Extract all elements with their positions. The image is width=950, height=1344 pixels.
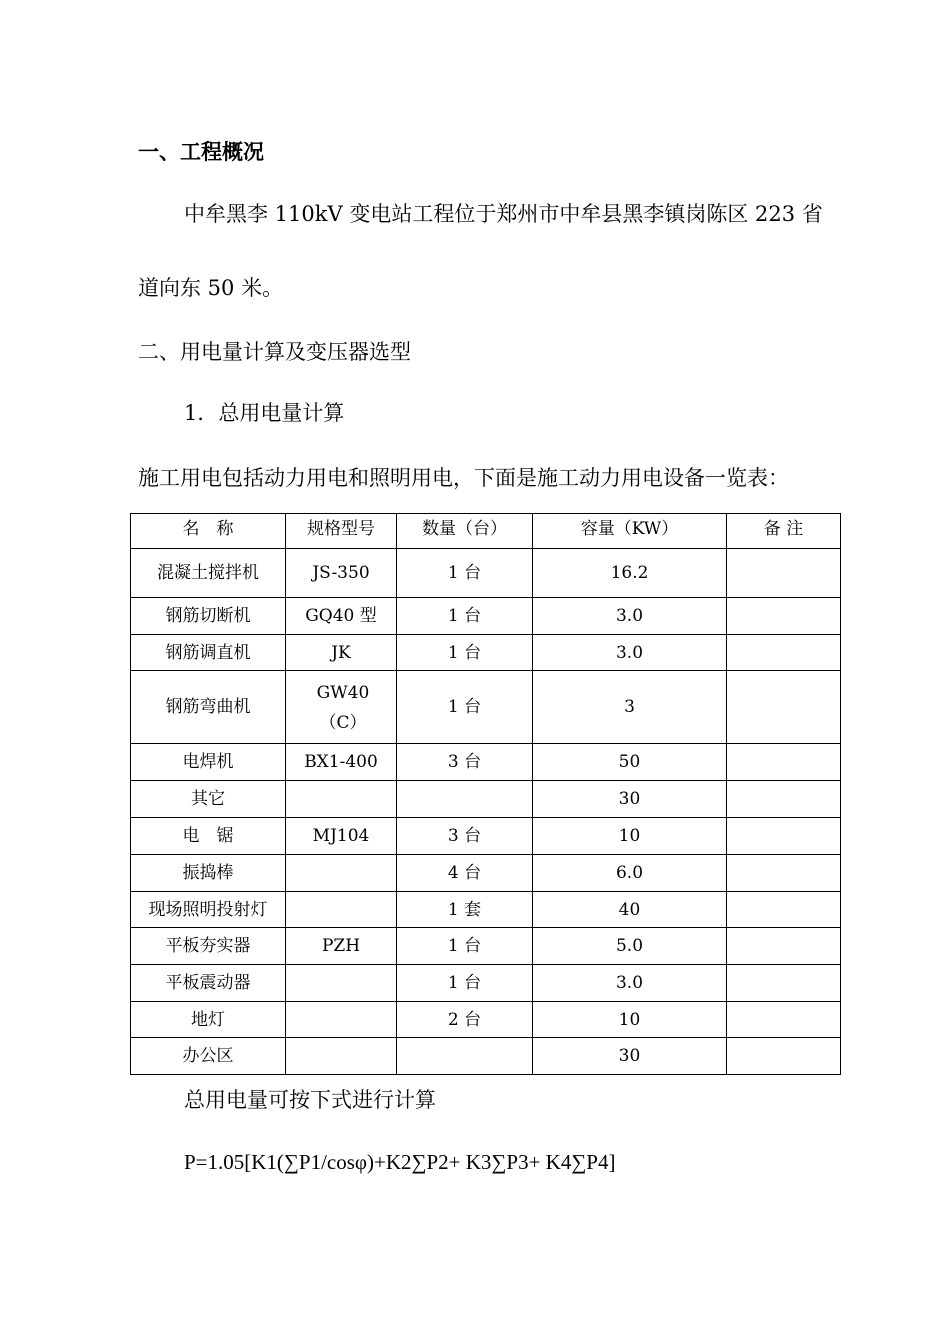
cell-name: 平板震动器 [131,965,286,1002]
table-row [131,598,841,635]
overview-paragraph-line-1: 中牟黑李 110kV 变电站工程位于郑州市中牟县黑李镇岗陈区 223 省 [184,202,823,226]
cell-model [286,892,397,928]
cell-capacity: 40 [533,892,727,928]
cell-quantity: 1 台 [397,598,533,635]
cell-capacity: 6.0 [533,855,727,892]
cell-quantity: 1 台 [397,549,533,598]
cell-quantity: 1 套 [397,892,533,928]
cell-name: 电焊机 [131,744,286,781]
cell-model: GW40（C） [286,671,397,744]
table-row [131,549,841,598]
cell-model [286,965,397,1002]
cell-quantity: 2 台 [397,1002,533,1038]
header-quantity: 数量（台） [397,514,533,549]
cell-name: 钢筋弯曲机 [131,671,286,744]
subsection-heading-total-power: 1．总用电量计算 [184,401,345,425]
cell-model: JK [286,635,397,671]
table-row [131,1002,841,1038]
cell-capacity: 30 [533,781,727,818]
header-name: 名 称 [131,514,286,549]
cell-name: 平板夯实器 [131,928,286,965]
section-heading-power-calc: 二、用电量计算及变压器选型 [138,340,411,364]
table-row [131,744,841,781]
cell-note [727,635,841,671]
cell-note [727,855,841,892]
table-header-row [131,514,841,549]
header-capacity: 容量（KW） [533,514,727,549]
section-heading-overview: 一、工程概况 [138,139,264,164]
cell-capacity: 3.0 [533,598,727,635]
cell-capacity: 5.0 [533,928,727,965]
header-model: 规格型号 [286,514,397,549]
table-row [131,928,841,965]
cell-capacity: 10 [533,1002,727,1038]
header-note: 备 注 [727,514,841,549]
cell-model [286,1002,397,1038]
cell-model: GQ40 型 [286,598,397,635]
cell-capacity: 16.2 [533,549,727,598]
equipment-intro-text: 施工用电包括动力用电和照明用电，下面是施工动力用电设备一览表： [138,466,789,490]
power-formula: P=1.05[K1(∑P1/cosφ)+K2∑P2+ K3∑P3+ K4∑P4] [184,1150,616,1174]
cell-note [727,1038,841,1075]
table-row [131,818,841,855]
table-row [131,892,841,928]
cell-quantity: 1 台 [397,671,533,744]
cell-model: MJ104 [286,818,397,855]
table-row [131,855,841,892]
cell-capacity: 3 [533,671,727,744]
calculation-intro-text: 总用电量可按下式进行计算 [184,1088,436,1112]
cell-name: 其它 [131,781,286,818]
cell-name: 混凝土搅拌机 [131,549,286,598]
cell-capacity: 10 [533,818,727,855]
table-row [131,635,841,671]
cell-capacity: 30 [533,1038,727,1075]
cell-note [727,818,841,855]
cell-quantity [397,781,533,818]
cell-model [286,781,397,818]
cell-note [727,892,841,928]
cell-quantity: 1 台 [397,928,533,965]
table-row [131,671,841,744]
cell-note [727,965,841,1002]
table-row [131,1038,841,1075]
cell-quantity: 3 台 [397,818,533,855]
cell-name: 电 锯 [131,818,286,855]
cell-model [286,855,397,892]
cell-name: 办公区 [131,1038,286,1075]
cell-note [727,781,841,818]
cell-model: BX1-400 [286,744,397,781]
cell-note [727,598,841,635]
cell-name: 地灯 [131,1002,286,1038]
cell-quantity [397,1038,533,1075]
equipment-table [130,513,841,1075]
table-row [131,965,841,1002]
cell-quantity: 4 台 [397,855,533,892]
cell-quantity: 1 台 [397,635,533,671]
cell-name: 钢筋切断机 [131,598,286,635]
cell-note [727,671,841,744]
cell-quantity: 3 台 [397,744,533,781]
cell-capacity: 50 [533,744,727,781]
cell-capacity: 3.0 [533,965,727,1002]
cell-name: 钢筋调直机 [131,635,286,671]
cell-note [727,928,841,965]
cell-model: JS-350 [286,549,397,598]
cell-quantity: 1 台 [397,965,533,1002]
cell-name: 振捣棒 [131,855,286,892]
cell-model [286,1038,397,1075]
cell-model: PZH [286,928,397,965]
cell-note [727,744,841,781]
overview-paragraph-line-2: 道向东 50 米。 [138,276,284,300]
cell-note [727,549,841,598]
table-row [131,781,841,818]
cell-note [727,1002,841,1038]
cell-capacity: 3.0 [533,635,727,671]
cell-name: 现场照明投射灯 [131,892,286,928]
